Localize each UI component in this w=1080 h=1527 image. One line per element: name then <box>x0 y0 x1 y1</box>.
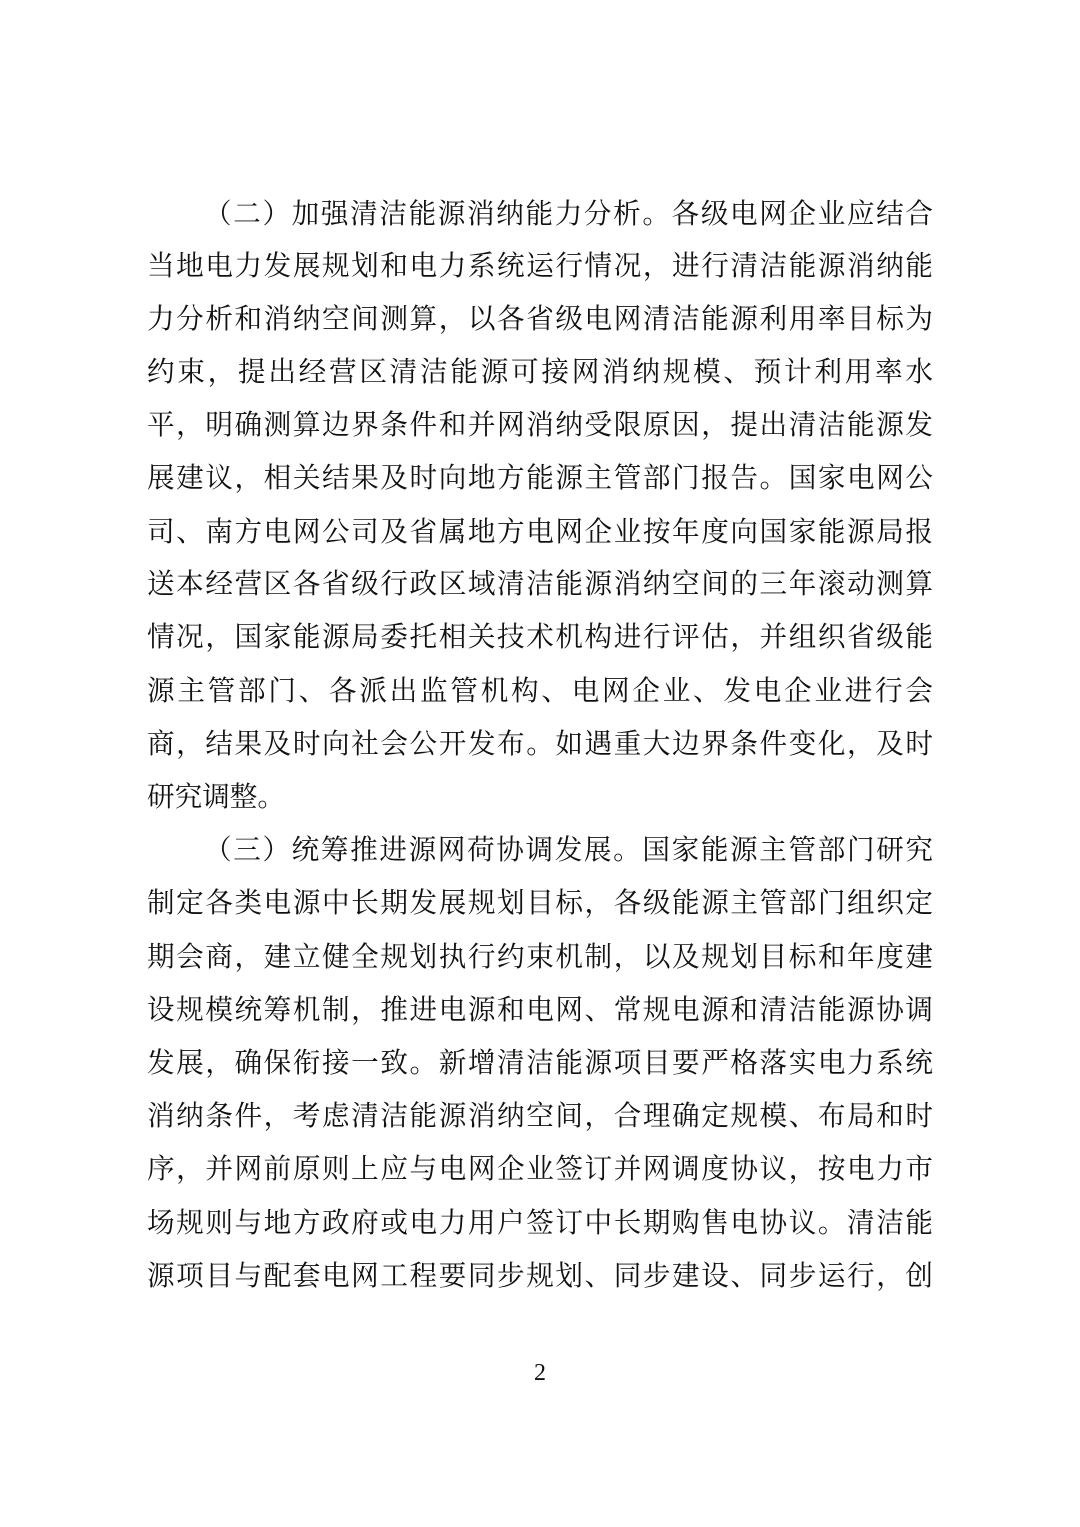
paragraph-2-line: 司、南方电网公司及省属地方电网企业按年度向国家能源局报 <box>147 515 933 548</box>
paragraph-3-first-line <box>204 823 933 877</box>
paragraph-2-line: 送本经营区各省级行政区域清洁能源消纳空间的三年滚动测算 <box>147 567 933 600</box>
paragraph-3-line: 源项目与配套电网工程要同步规划、同步建设、同步运行，创 <box>147 1259 933 1292</box>
paragraph-3-line: 消纳条件，考虑清洁能源消纳空间，合理确定规模、布局和时 <box>147 1099 933 1132</box>
paragraph-2-line: 展建议，相关结果及时向地方能源主管部门报告。国家电网公 <box>147 461 933 494</box>
paragraph-3-line: 期会商，建立健全规划执行约束机制，以及规划目标和年度建 <box>147 940 933 973</box>
paragraph-2-first-line-text: 各级电网企业应结合 <box>671 197 933 230</box>
paragraph-2-line: 当地电力发展规划和电力系统运行情况，进行清洁能源消纳能 <box>147 249 933 282</box>
paragraph-2-line: 平，明确测算边界条件和并网消纳受限原因，提出清洁能源发 <box>147 408 933 441</box>
paragraph-3-heading: （三）统筹推进源网荷协调发展。 <box>204 833 643 866</box>
paragraph-3-first-line-text: 国家能源主管部门研究 <box>642 833 933 866</box>
paragraph-3-line: 制定各类电源中长期发展规划目标，各级能源主管部门组织定 <box>147 886 933 919</box>
paragraph-3-line: 发展，确保衔接一致。新增清洁能源项目要严格落实电力系统 <box>147 1046 933 1079</box>
paragraph-2-line: 约束，提出经营区清洁能源可接网消纳规模、预计利用率水 <box>147 355 933 388</box>
paragraph-2-line: 源主管部门、各派出监管机构、电网企业、发电企业进行会 <box>147 674 933 707</box>
paragraph-2-last-line: 研究调整。 <box>147 780 285 813</box>
paragraph-2-heading: （二）加强清洁能源消纳能力分析。 <box>204 197 672 230</box>
paragraph-2-line: 商，结果及时向社会公开发布。如遇重大边界条件变化，及时 <box>147 727 933 760</box>
paragraph-2-line: 情况，国家能源局委托相关技术机构进行评估，并组织省级能 <box>147 620 933 653</box>
paragraph-3-line: 设规模统筹机制，推进电源和电网、常规电源和清洁能源协调 <box>147 993 933 1026</box>
paragraph-3-line: 场规则与地方政府或电力用户签订中长期购售电协议。清洁能 <box>147 1206 933 1239</box>
page-number: 2 <box>534 1360 546 1386</box>
paragraph-2-first-line <box>204 187 933 241</box>
paragraph-2-line: 力分析和消纳空间测算，以各省级电网清洁能源利用率目标为 <box>147 302 933 335</box>
paragraph-3-line: 序，并网前原则上应与电网企业签订并网调度协议，按电力市 <box>147 1152 933 1185</box>
